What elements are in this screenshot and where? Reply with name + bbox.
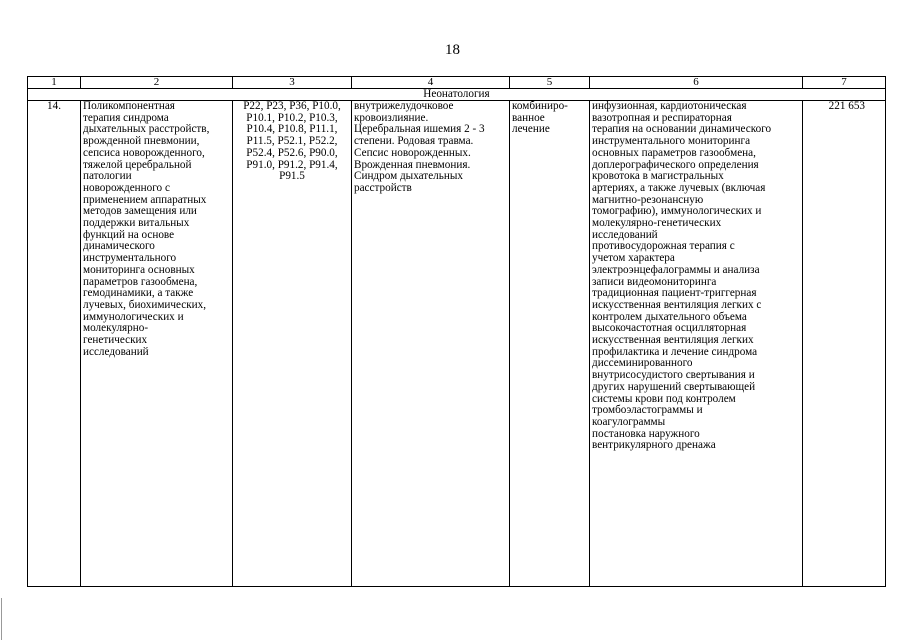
column-header: 7 (803, 77, 886, 89)
cell-text-line: поддержки витальных (83, 217, 190, 230)
cell-text-line: иммунологических и (83, 310, 184, 323)
cell-text-line: P10.4, P10.8, P11.1, (246, 123, 338, 136)
cell-text-line: терапия синдрома (83, 111, 169, 124)
column-header: 2 (81, 77, 233, 89)
cell-text-line: кровоизлияние. (354, 111, 429, 124)
cell-text-line: противосудорожная терапия с (592, 240, 735, 253)
cell-text-line: P91.0, P91.2, P91.4, (246, 158, 338, 171)
cell-text-line: основных параметров газообмена, (592, 146, 756, 159)
scan-edge-line (1, 598, 2, 640)
cell-text-line: инфузионная, кардиотоническая (592, 100, 747, 112)
cell-text-line: сепсиса новорожденного, (83, 146, 205, 159)
column-header: 5 (510, 77, 590, 89)
cell-text-line: P52.4, P52.6, P90.0, (246, 146, 338, 159)
medical-care-table (27, 76, 886, 587)
cell-text-line: профилактика и лечение синдрома (592, 345, 758, 358)
cell-text-line: артериях, а также лучевых (включая (592, 181, 766, 194)
section-row (28, 89, 886, 101)
cell-text-line: P10.1, P10.2, P10.3, (246, 111, 338, 124)
cell-text-line: Церебральная ишемия 2 - 3 (354, 123, 485, 136)
cell-text-line: методов замещения или (83, 205, 197, 218)
cell-text-line: доплерографического определения (592, 158, 759, 171)
cell-text-line: терапия на основании динамического (592, 123, 772, 136)
cell-text-line: внутрисосудистого свертывания и (592, 369, 755, 382)
cell-text-line: параметров газообмена, (83, 275, 198, 288)
cell-text-line: вентрикулярного дренажа (592, 439, 716, 452)
cell-text-line: P22, P23, P36, P10.0, (243, 100, 341, 112)
cell-text-line: исследований (83, 345, 149, 358)
cell-text-line: искусственная вентиляция легких (592, 334, 754, 347)
cell-text-line: традиционная пациент-триггерная (592, 287, 757, 300)
cell-text-line: Врожденная пневмония. (354, 158, 471, 171)
cell-text-line: магнитно-резонансную (592, 193, 704, 206)
cell-text-line: контролем дыхательного объема (592, 310, 747, 323)
cell-text-line: дыхательных расстройств, (83, 123, 210, 136)
column-number-row (28, 77, 886, 89)
cell-text-line: инструментального мониторинга (592, 135, 751, 148)
cell-text-line: записи видеомониторинга (592, 275, 717, 288)
cell-text-line: врожденной пневмонии, (83, 135, 200, 148)
cell-text-line: патологии (83, 170, 132, 183)
column-header: 4 (352, 77, 510, 89)
cell-text-line: применением аппаратных (83, 193, 207, 206)
cell-text-line: томографию), иммунологических и (592, 205, 762, 218)
page-number: 18 (445, 42, 460, 58)
service-name-cell (81, 101, 233, 587)
cell-text-line: ванное (512, 111, 545, 124)
cell-text-line: динамического (83, 240, 155, 253)
treatment-type-cell (510, 101, 590, 587)
cell-text-line: P91.5 (279, 170, 305, 183)
cell-text-line: Поликомпонентная (83, 100, 175, 112)
cell-text-line: электроэнцефалограммы и анализа (592, 263, 760, 276)
cell-text-line: тяжелой церебральной (83, 158, 192, 171)
cell-text-line: расстройств (354, 181, 412, 194)
cell-text-line: коагулограммы (592, 415, 666, 428)
cost-cell: 221 653 (803, 101, 886, 587)
cell-text-line: новорожденного с (83, 181, 170, 194)
cell-text-line: постановка наружного (592, 427, 700, 440)
cell-text-line: других нарушений свертывающей (592, 380, 756, 393)
cell-text-line: вазотропная и респираторная (592, 111, 732, 124)
cell-text-line: молекулярно- (83, 322, 149, 335)
cell-text-line: диссеминированного (592, 357, 693, 370)
table-row (28, 101, 886, 587)
cell-text-line: степени. Родовая травма. (354, 135, 474, 148)
cell-text-line: гемодинамики, а также (83, 287, 194, 300)
cell-text-line: системы крови под контролем (592, 392, 736, 405)
cell-text-line: P11.5, P52.1, P52.2, (246, 135, 338, 148)
cell-text-line: мониторинга основных (83, 263, 195, 276)
cell-text-line: лучевых, биохимических, (83, 298, 207, 311)
cell-text-line: высокочастотная осцилляторная (592, 322, 747, 335)
cell-text-line: кровотока в магистральных (592, 170, 724, 183)
cell-text-line: лечение (512, 123, 550, 136)
cell-text-line: Сепсис новорожденных. (354, 146, 471, 159)
cell-text-line: комбиниро- (512, 100, 568, 112)
icd-codes-cell (233, 101, 352, 587)
row-number-cell: 14. (28, 101, 81, 587)
cell-text-line: исследований (592, 228, 658, 241)
cell-text-line: инструментального (83, 252, 177, 265)
cell-text-line: учетом характера (592, 252, 675, 265)
column-header: 1 (28, 77, 81, 89)
cell-text-line: искусственная вентиляция легких с (592, 298, 762, 311)
cell-text-line: Синдром дыхательных (354, 170, 463, 183)
section-title: Неонатология (28, 89, 886, 101)
column-header: 3 (233, 77, 352, 89)
cell-text-line: тромбоэластограммы и (592, 404, 703, 417)
cell-text-line: молекулярно-генетических (592, 217, 722, 230)
cell-text-line: генетических (83, 334, 148, 347)
treatment-method-cell (590, 101, 803, 587)
cell-text-line: внутрижелудочковое (354, 100, 454, 112)
cell-text-line: функций на основе (83, 228, 175, 241)
diagnosis-cell (352, 101, 510, 587)
column-header: 6 (590, 77, 803, 89)
